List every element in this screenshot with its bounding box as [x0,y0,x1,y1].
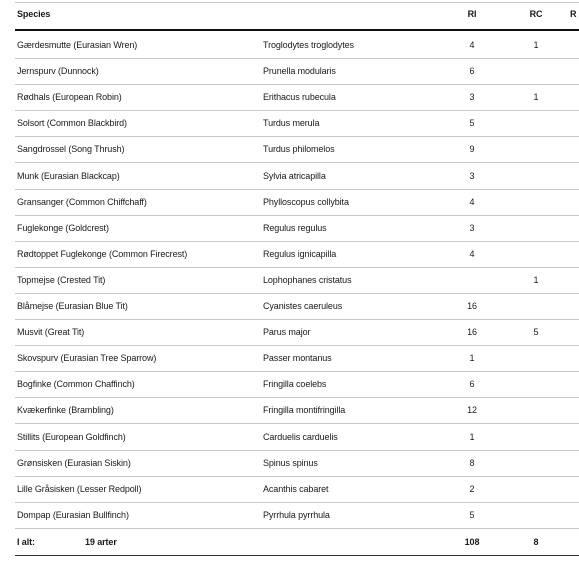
species-name: Lille Gråsisken (Lesser Redpoll) [17,483,142,494]
table-row [0,58,579,84]
ri-value: 1 [469,431,475,442]
latin-name: Regulus regulus [263,222,327,233]
latin-name: Fringilla coelebs [263,379,327,390]
species-name: Rødhals (European Robin) [17,92,122,103]
ri-value: 3 [469,222,475,233]
header-rule [15,29,579,31]
table-row [0,424,579,450]
table-row [0,32,579,58]
rc-value: 5 [533,327,539,338]
latin-name: Erithacus rubecula [263,92,336,103]
table-row [0,110,579,136]
rc-value: 1 [533,92,539,103]
total-rc: 8 [533,537,539,547]
latin-name: Sylvia atricapilla [263,170,326,181]
ri-value: 16 [467,301,477,311]
latin-name: Carduelis carduelis [263,431,338,442]
table-row [0,450,579,476]
table-row [0,215,579,241]
ri-value: 4 [469,40,475,50]
latin-name: Phylloscopus collybita [263,196,349,207]
latin-name: Passer montanus [263,353,332,364]
species-name: Dompap (Eurasian Bullfinch) [17,509,129,520]
latin-name: Prunella modularis [263,66,336,77]
table-row [0,241,579,267]
latin-name: Acanthis cabaret [263,483,329,494]
total-label: I alt: [17,537,35,547]
species-name: Kvækerfinke (Brambling) [17,405,114,416]
header-extra: R [570,9,577,19]
ri-value: 12 [467,405,477,416]
latin-name: Parus major [263,327,311,338]
table-bottom-rule [15,555,579,556]
species-name: Stillits (European Goldfinch) [17,431,126,442]
latin-name: Spinus spinus [263,457,318,468]
species-name: Gærdesmutte (Eurasian Wren) [17,40,138,50]
table-top-rule [15,2,579,3]
latin-name: Fringilla montifringilla [263,405,346,416]
latin-name: Lophophanes cristatus [263,274,352,285]
table-row [0,293,579,319]
table-row [0,371,579,397]
species-name: Musvit (Great Tit) [17,327,85,338]
ri-value: 5 [469,509,475,520]
table-row [0,267,579,293]
ri-value: 8 [469,457,475,468]
header-ri: RI [467,9,477,19]
total-ri: 108 [464,537,480,547]
latin-name: Turdus philomelos [263,144,335,155]
ri-value: 3 [469,92,475,103]
ri-value: 16 [467,327,477,338]
ri-value: 3 [469,170,475,181]
species-name: Fuglekonge (Goldcrest) [17,222,109,233]
species-name: Sangdrossel (Song Thrush) [17,144,125,155]
rc-value: 1 [533,274,539,285]
table-row [0,476,579,502]
latin-name: Pyrrhula pyrrhula [263,509,330,520]
species-name: Rødtoppet Fuglekonge (Common Firecrest) [17,248,188,259]
species-name: Bogfinke (Common Chaffinch) [17,379,135,390]
table-row [0,502,579,528]
ri-value: 5 [469,118,475,129]
species-name: Blåmejse (Eurasian Blue Tit) [17,301,128,311]
ri-value: 6 [469,66,475,77]
table-row [0,319,579,345]
ri-value: 9 [469,144,475,155]
latin-name: Regulus ignicapilla [263,248,337,259]
species-name: Jernspurv (Dunnock) [17,66,99,77]
header-species: Species [17,9,51,19]
header-rc: RC [529,9,543,19]
ri-value: 4 [469,248,475,259]
row-divider [15,528,579,529]
table-row [0,345,579,371]
species-name: Solsort (Common Blackbird) [17,118,127,129]
ri-value: 2 [469,483,475,494]
total-count: 19 arter [85,537,117,547]
table-row [0,397,579,423]
table-row [0,136,579,162]
ri-value: 1 [469,353,475,364]
species-name: Munk (Eurasian Blackcap) [17,170,120,181]
table-row [0,84,579,110]
species-name: Topmejse (Crested Tit) [17,274,106,285]
ri-value: 6 [469,379,475,390]
species-name: Gransanger (Common Chiffchaff) [17,196,147,207]
latin-name: Troglodytes troglodytes [263,40,354,50]
latin-name: Cyanistes caeruleus [263,301,343,311]
species-name: Grønsisken (Eurasian Siskin) [17,457,131,468]
ri-value: 4 [469,196,475,207]
table-row [0,163,579,189]
species-name: Skovspurv (Eurasian Tree Sparrow) [17,353,157,364]
latin-name: Turdus merula [263,118,320,129]
rc-value: 1 [533,40,539,50]
table-row [0,189,579,215]
